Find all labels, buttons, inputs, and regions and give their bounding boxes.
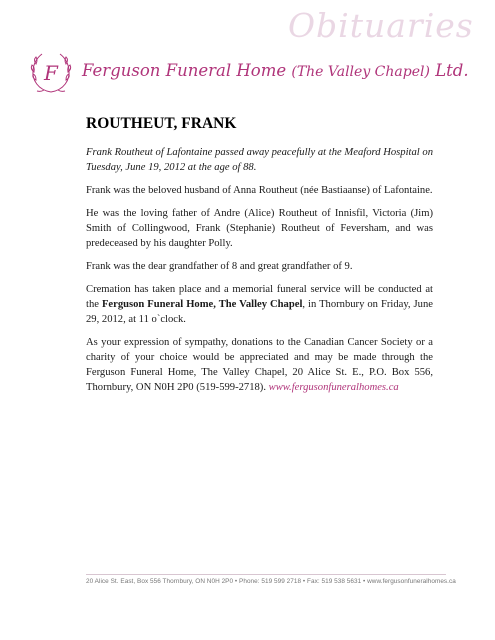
obituaries-watermark: Obituaries — [288, 6, 474, 45]
service-text-a: Cremation has taken place and a memorial funeral service will be conducted at the — [86, 284, 433, 310]
obituary-content — [86, 115, 433, 403]
obituary-children: He was the loving father of Andre (Alice) Routheut of Innisfil, Victoria (Jim) Smith of Collingwood, Frank (Stephanie) Routheut of Feversham, and was predeceased by his daughter Polly. — [86, 208, 433, 249]
obituary-grandchildren: Frank was the dear grandfather of 8 and great grandfather of 9. — [86, 261, 353, 272]
donations-text: As your expression of sympathy, donations to the Canadian Cancer Society or a charity of your choice would be appreciated and may be made through the Ferguson Funeral Home, The Valley Chapel, 20 Alice St. E., P.O. Box 556, Thornbury, ON N0H 2P0 (519-599-2718). — [86, 337, 433, 393]
brand-name — [82, 61, 469, 80]
obituary-service — [86, 282, 433, 327]
website-link[interactable]: www.fergusonfuneralhomes.ca — [268, 382, 399, 393]
obituary-spouse: Frank was the beloved husband of Anna Routheut (née Bastiaanse) of Lafontaine. — [86, 185, 433, 196]
logo-letter: F — [44, 61, 58, 85]
brand-name-sub: (The Valley Chapel) — [291, 64, 430, 80]
obituary-lead: Frank Routheut of Lafontaine passed away peacefully at the Meaford Hospital on Tuesday, June 19, 2012 at the age of 88. — [86, 147, 433, 173]
footer-divider — [86, 574, 446, 575]
service-text-c: , in Thornbury on Friday, June 29, 2012, at 11 o`clock. — [86, 299, 433, 325]
obituary-name: ROUTHEUT, FRANK — [86, 115, 237, 132]
brand-name-main: Ferguson Funeral Home — [82, 61, 287, 80]
service-location: Ferguson Funeral Home, The Valley Chapel — [101, 299, 303, 310]
footer-contact: 20 Alice St. East, Box 556 Thornbury, ON N0H 2P0 • Phone: 519 599 2718 • Fax: 519 538 5631 • www.fergusonfuneralhomes.ca — [86, 578, 456, 585]
obituary-donations — [86, 335, 433, 395]
brand-header — [28, 50, 488, 96]
ferguson-logo-icon — [28, 50, 74, 96]
brand-name-suffix: Ltd. — [435, 61, 469, 80]
